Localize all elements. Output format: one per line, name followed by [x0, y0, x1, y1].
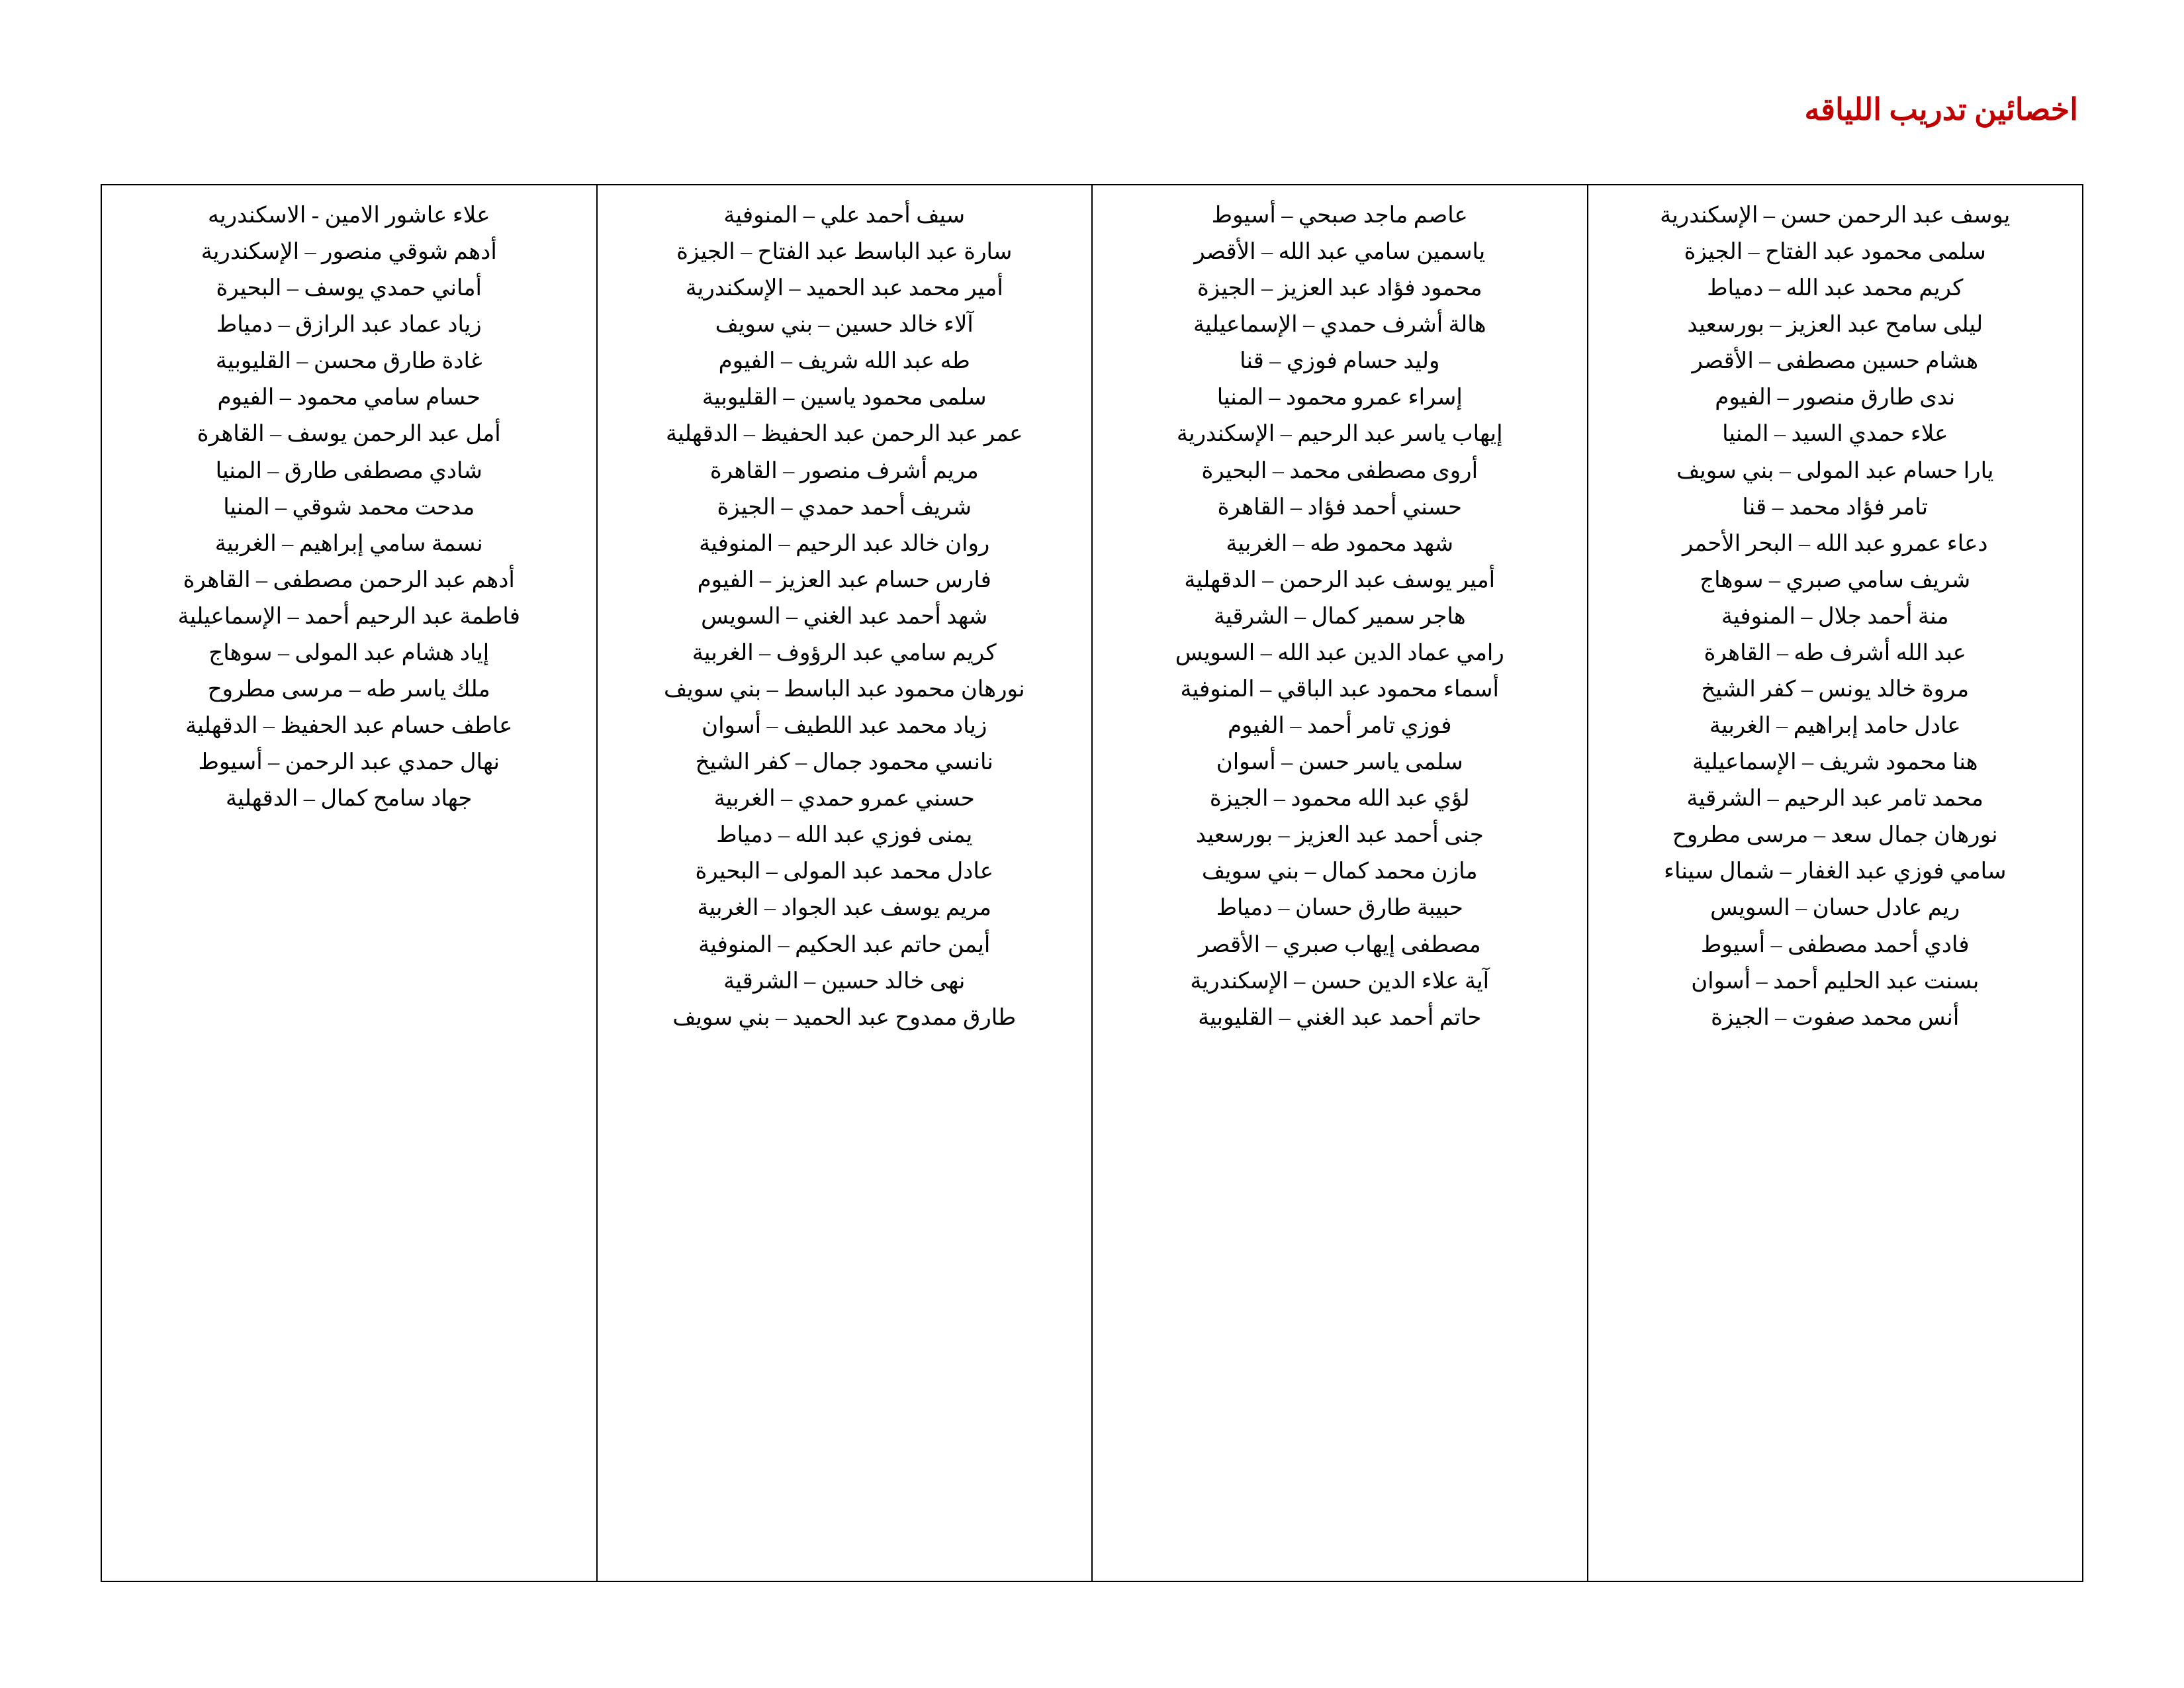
- name-list-column-3: [612, 197, 1077, 1036]
- name-entry: عادل محمد عبد المولى – البحيرة: [695, 859, 994, 884]
- list-item: [116, 343, 582, 379]
- list-item: [116, 744, 582, 780]
- list-item: [1107, 890, 1572, 926]
- name-list-column-1: [1603, 197, 2068, 1036]
- name-entry: عمر عبد الرحمن عبد الحفيظ – الدقهلية: [666, 422, 1023, 447]
- name-entry: إسراء عمرو محمود – المنيا: [1216, 385, 1463, 410]
- name-entry: يوسف عبد الرحمن حسن – الإسكندرية: [1660, 203, 2011, 228]
- name-entry: نورهان محمود عبد الباسط – بني سويف: [663, 677, 1025, 702]
- name-entry: زياد محمد عبد اللطيف – أسوان: [702, 714, 987, 739]
- list-item: [116, 270, 582, 306]
- name-entry: شريف أحمد حمدي – الجيزة: [717, 494, 972, 520]
- name-entry: أماني حمدي يوسف – البحيرة: [216, 276, 482, 301]
- name-entry: شهد محمود طه – الغربية: [1226, 531, 1454, 556]
- list-item: [1107, 197, 1572, 234]
- list-item: [1603, 379, 2068, 416]
- name-entry: غادة طارق محسن – القليوبية: [215, 349, 482, 374]
- list-item: [1603, 489, 2068, 526]
- list-item: [612, 453, 1077, 489]
- name-entry: دعاء عمرو عبد الله – البحر الأحمر: [1682, 531, 1988, 556]
- list-item: [612, 379, 1077, 416]
- list-item: [612, 197, 1077, 234]
- list-item: [612, 890, 1077, 926]
- name-entry: هنا محمود شريف – الإسماعيلية: [1692, 750, 1978, 775]
- list-item: [612, 1000, 1077, 1036]
- list-item: [1603, 671, 2068, 708]
- table-column-1: [1588, 185, 2083, 1581]
- name-entry: جهاد سامح كمال – الدقهلية: [226, 786, 473, 812]
- name-entry: حسني أحمد فؤاد – القاهرة: [1217, 494, 1462, 520]
- list-item: [612, 817, 1077, 853]
- name-entry: حبيبة طارق حسان – دمياط: [1216, 896, 1463, 921]
- name-entry: كريم محمد عبد الله – دمياط: [1707, 276, 1964, 301]
- list-item: [1603, 306, 2068, 343]
- name-entry: مريم أشرف منصور – القاهرة: [709, 458, 979, 483]
- list-item: [1107, 234, 1572, 270]
- name-entry: ندى طارق منصور – الفيوم: [1715, 385, 1956, 410]
- name-entry: أنس محمد صفوت – الجيزة: [1711, 1005, 1960, 1030]
- list-item: [1107, 562, 1572, 598]
- name-entry: بسنت عبد الحليم أحمد – أسوان: [1691, 968, 1979, 994]
- list-item: [116, 526, 582, 562]
- name-entry: فوزي تامر أحمد – الفيوم: [1228, 714, 1452, 739]
- name-entry: سارة عبد الباسط عبد الفتاح – الجيزة: [676, 240, 1013, 265]
- name-entry: هشام حسين مصطفى – الأقصر: [1692, 349, 1979, 374]
- name-entry: نهى خالد حسين – الشرقية: [723, 968, 966, 994]
- name-list-column-2: [1107, 197, 1572, 1036]
- name-entry: سلمى ياسر حسن – أسوان: [1216, 750, 1463, 775]
- name-entry: محمود فؤاد عبد العزيز – الجيزة: [1197, 276, 1482, 301]
- list-item: [1603, 416, 2068, 452]
- name-entry: رامي عماد الدين عبد الله – السويس: [1175, 640, 1504, 665]
- name-entry: إيهاب ياسر عبد الرحيم – الإسكندرية: [1176, 422, 1503, 447]
- name-entry: فادي أحمد مصطفى – أسيوط: [1700, 932, 1970, 957]
- name-entry: أيمن حاتم عبد الحكيم – المنوفية: [698, 932, 991, 957]
- name-entry: عبد الله أشرف طه – القاهرة: [1704, 640, 1966, 665]
- list-item: [612, 306, 1077, 343]
- name-entry: أدهم شوقي منصور – الإسكندرية: [201, 240, 497, 265]
- list-item: [116, 379, 582, 416]
- name-entry: فارس حسام عبد العزيز – الفيوم: [697, 567, 991, 592]
- name-entry: عادل حامد إبراهيم – الغربية: [1709, 714, 1961, 739]
- name-entry: أمل عبد الرحمن يوسف – القاهرة: [197, 422, 501, 447]
- list-item: [116, 453, 582, 489]
- name-entry: هالة أشرف حمدي – الإسماعيلية: [1193, 312, 1486, 338]
- list-item: [1603, 780, 2068, 817]
- name-entry: لؤي عبد الله محمود – الجيزة: [1209, 786, 1470, 812]
- list-item: [612, 635, 1077, 671]
- table-column-3: [597, 185, 1093, 1581]
- list-item: [612, 343, 1077, 379]
- list-item: [1107, 635, 1572, 671]
- list-item: [612, 270, 1077, 306]
- list-item: [1603, 598, 2068, 635]
- list-item: [612, 744, 1077, 780]
- list-item: [612, 963, 1077, 1000]
- name-entry: سلمى محمود ياسين – القليوبية: [702, 385, 987, 410]
- table-column-4: [101, 185, 597, 1581]
- name-entry: شريف سامي صبري – سوهاج: [1700, 567, 1971, 592]
- list-item: [116, 562, 582, 598]
- name-entry: مدحت محمد شوقي – المنيا: [223, 494, 475, 520]
- list-item: [116, 708, 582, 744]
- name-entry: حسني عمرو حمدي – الغربية: [713, 786, 975, 812]
- name-entry: شادي مصطفى طارق – المنيا: [215, 458, 482, 483]
- name-entry: علاء حمدي السيد – المنيا: [1722, 422, 1948, 447]
- list-item: [116, 197, 582, 234]
- list-item: [1107, 780, 1572, 817]
- list-item: [1603, 890, 2068, 926]
- name-entry: روان خالد عبد الرحيم – المنوفية: [699, 531, 990, 556]
- list-item: [612, 234, 1077, 270]
- list-item: [1107, 927, 1572, 963]
- name-entry: منة أحمد جلال – المنوفية: [1721, 604, 1949, 629]
- name-entry: علاء عاشور الامين - الاسكندريه: [207, 203, 490, 228]
- list-item: [1603, 197, 2068, 234]
- name-entry: وليد حسام فوزي – قنا: [1240, 349, 1440, 374]
- name-entry: مروة خالد يونس – كفر الشيخ: [1701, 677, 1970, 702]
- name-entry: طه عبد الله شريف – الفيوم: [718, 349, 970, 374]
- name-entry: مازن محمد كمال – بني سويف: [1201, 859, 1478, 884]
- list-item: [1603, 853, 2068, 890]
- list-item: [612, 927, 1077, 963]
- list-item: [1603, 927, 2068, 963]
- list-item: [1603, 562, 2068, 598]
- list-item: [1603, 270, 2068, 306]
- name-entry: طارق ممدوح عبد الحميد – بني سويف: [672, 1005, 1017, 1030]
- name-entry: إياد هشام عبد المولى – سوهاج: [208, 640, 490, 665]
- page-title: اخصائين تدريب اللياقه: [1804, 93, 2078, 126]
- name-entry: ملك ياسر طه – مرسى مطروح: [207, 677, 490, 702]
- list-item: [1107, 671, 1572, 708]
- list-item: [1107, 489, 1572, 526]
- list-item: [1603, 343, 2068, 379]
- name-entry: ريم عادل حسان – السويس: [1710, 896, 1960, 921]
- name-entry: يارا حسام عبد المولى – بني سويف: [1676, 458, 1994, 483]
- list-item: [1107, 379, 1572, 416]
- name-entry: حسام سامي محمود – الفيوم: [217, 385, 481, 410]
- list-item: [1107, 306, 1572, 343]
- list-item: [612, 780, 1077, 817]
- name-entry: زياد عماد عبد الرازق – دمياط: [216, 312, 482, 338]
- list-item: [1603, 234, 2068, 270]
- list-item: [1107, 708, 1572, 744]
- name-entry: شهد أحمد عبد الغني – السويس: [701, 604, 988, 629]
- names-table: [101, 184, 2083, 1582]
- name-entry: أمير يوسف عبد الرحمن – الدقهلية: [1184, 567, 1496, 592]
- name-entry: كريم سامي عبد الرؤوف – الغربية: [692, 640, 997, 665]
- list-item: [1107, 744, 1572, 780]
- list-item: [116, 671, 582, 708]
- list-item: [612, 526, 1077, 562]
- table-column-2: [1092, 185, 1588, 1581]
- list-item: [116, 416, 582, 452]
- name-entry: نورهان جمال سعد – مرسى مطروح: [1672, 823, 1998, 848]
- name-entry: جنى أحمد عبد العزيز – بورسعيد: [1195, 823, 1484, 848]
- list-item: [612, 671, 1077, 708]
- name-entry: نانسي محمود جمال – كفر الشيخ: [695, 750, 993, 775]
- list-item: [116, 234, 582, 270]
- name-entry: مريم يوسف عبد الجواد – الغربية: [697, 896, 991, 921]
- list-item: [1107, 1000, 1572, 1036]
- list-item: [1603, 453, 2068, 489]
- name-entry: سامي فوزي عبد الغفار – شمال سيناء: [1664, 859, 2007, 884]
- list-item: [612, 416, 1077, 452]
- name-entry: أدهم عبد الرحمن مصطفى – القاهرة: [183, 567, 515, 592]
- name-entry: ليلى سامح عبد العزيز – بورسعيد: [1687, 312, 1983, 338]
- list-item: [116, 306, 582, 343]
- name-entry: فاطمة عبد الرحيم أحمد – الإسماعيلية: [177, 604, 521, 629]
- list-item: [116, 489, 582, 526]
- list-item: [116, 780, 582, 817]
- name-entry: آية علاء الدين حسن – الإسكندرية: [1190, 968, 1490, 994]
- list-item: [612, 708, 1077, 744]
- list-item: [1107, 343, 1572, 379]
- table-row: [101, 185, 2083, 1581]
- list-item: [1603, 744, 2068, 780]
- name-entry: مصطفى إيهاب صبري – الأقصر: [1198, 932, 1481, 957]
- name-entry: عاصم ماجد صبحي – أسيوط: [1211, 203, 1468, 228]
- name-entry: آلاء خالد حسين – بني سويف: [715, 312, 974, 338]
- list-item: [116, 598, 582, 635]
- list-item: [116, 635, 582, 671]
- list-item: [1603, 1000, 2068, 1036]
- list-item: [1603, 708, 2068, 744]
- name-entry: نهال حمدي عبد الرحمن – أسيوط: [198, 750, 500, 775]
- name-list-column-4: [116, 197, 582, 817]
- name-entry: عاطف حسام عبد الحفيظ – الدقهلية: [185, 714, 513, 739]
- list-item: [1603, 526, 2068, 562]
- list-item: [612, 562, 1077, 598]
- list-item: [1107, 526, 1572, 562]
- list-item: [1107, 453, 1572, 489]
- name-entry: أروى مصطفى محمد – البحيرة: [1201, 458, 1479, 483]
- list-item: [1107, 853, 1572, 890]
- name-entry: ياسمين سامي عبد الله – الأقصر: [1194, 240, 1486, 265]
- list-item: [1603, 817, 2068, 853]
- name-entry: سيف أحمد علي – المنوفية: [723, 203, 966, 228]
- name-entry: هاجر سمير كمال – الشرقية: [1213, 604, 1466, 629]
- list-item: [1107, 817, 1572, 853]
- list-item: [1107, 963, 1572, 1000]
- name-entry: حاتم أحمد عبد الغني – القليوبية: [1198, 1005, 1482, 1030]
- name-entry: أسماء محمود عبد الباقي – المنوفية: [1180, 677, 1499, 702]
- list-item: [1603, 635, 2068, 671]
- list-item: [612, 598, 1077, 635]
- name-entry: أمير محمد عبد الحميد – الإسكندرية: [685, 276, 1003, 301]
- name-entry: يمنى فوزي عبد الله – دمياط: [716, 823, 973, 848]
- list-item: [1603, 963, 2068, 1000]
- names-table-wrapper: [101, 184, 2083, 1582]
- names-table-body: [101, 185, 2083, 1581]
- list-item: [612, 853, 1077, 890]
- name-entry: تامر فؤاد محمد – قنا: [1742, 494, 1929, 520]
- name-entry: محمد تامر عبد الرحيم – الشرقية: [1686, 786, 1983, 812]
- list-item: [612, 489, 1077, 526]
- list-item: [1107, 598, 1572, 635]
- name-entry: سلمى محمود عبد الفتاح – الجيزة: [1684, 240, 1986, 265]
- list-item: [1107, 270, 1572, 306]
- name-entry: نسمة سامي إبراهيم – الغربية: [214, 531, 483, 556]
- list-item: [1107, 416, 1572, 452]
